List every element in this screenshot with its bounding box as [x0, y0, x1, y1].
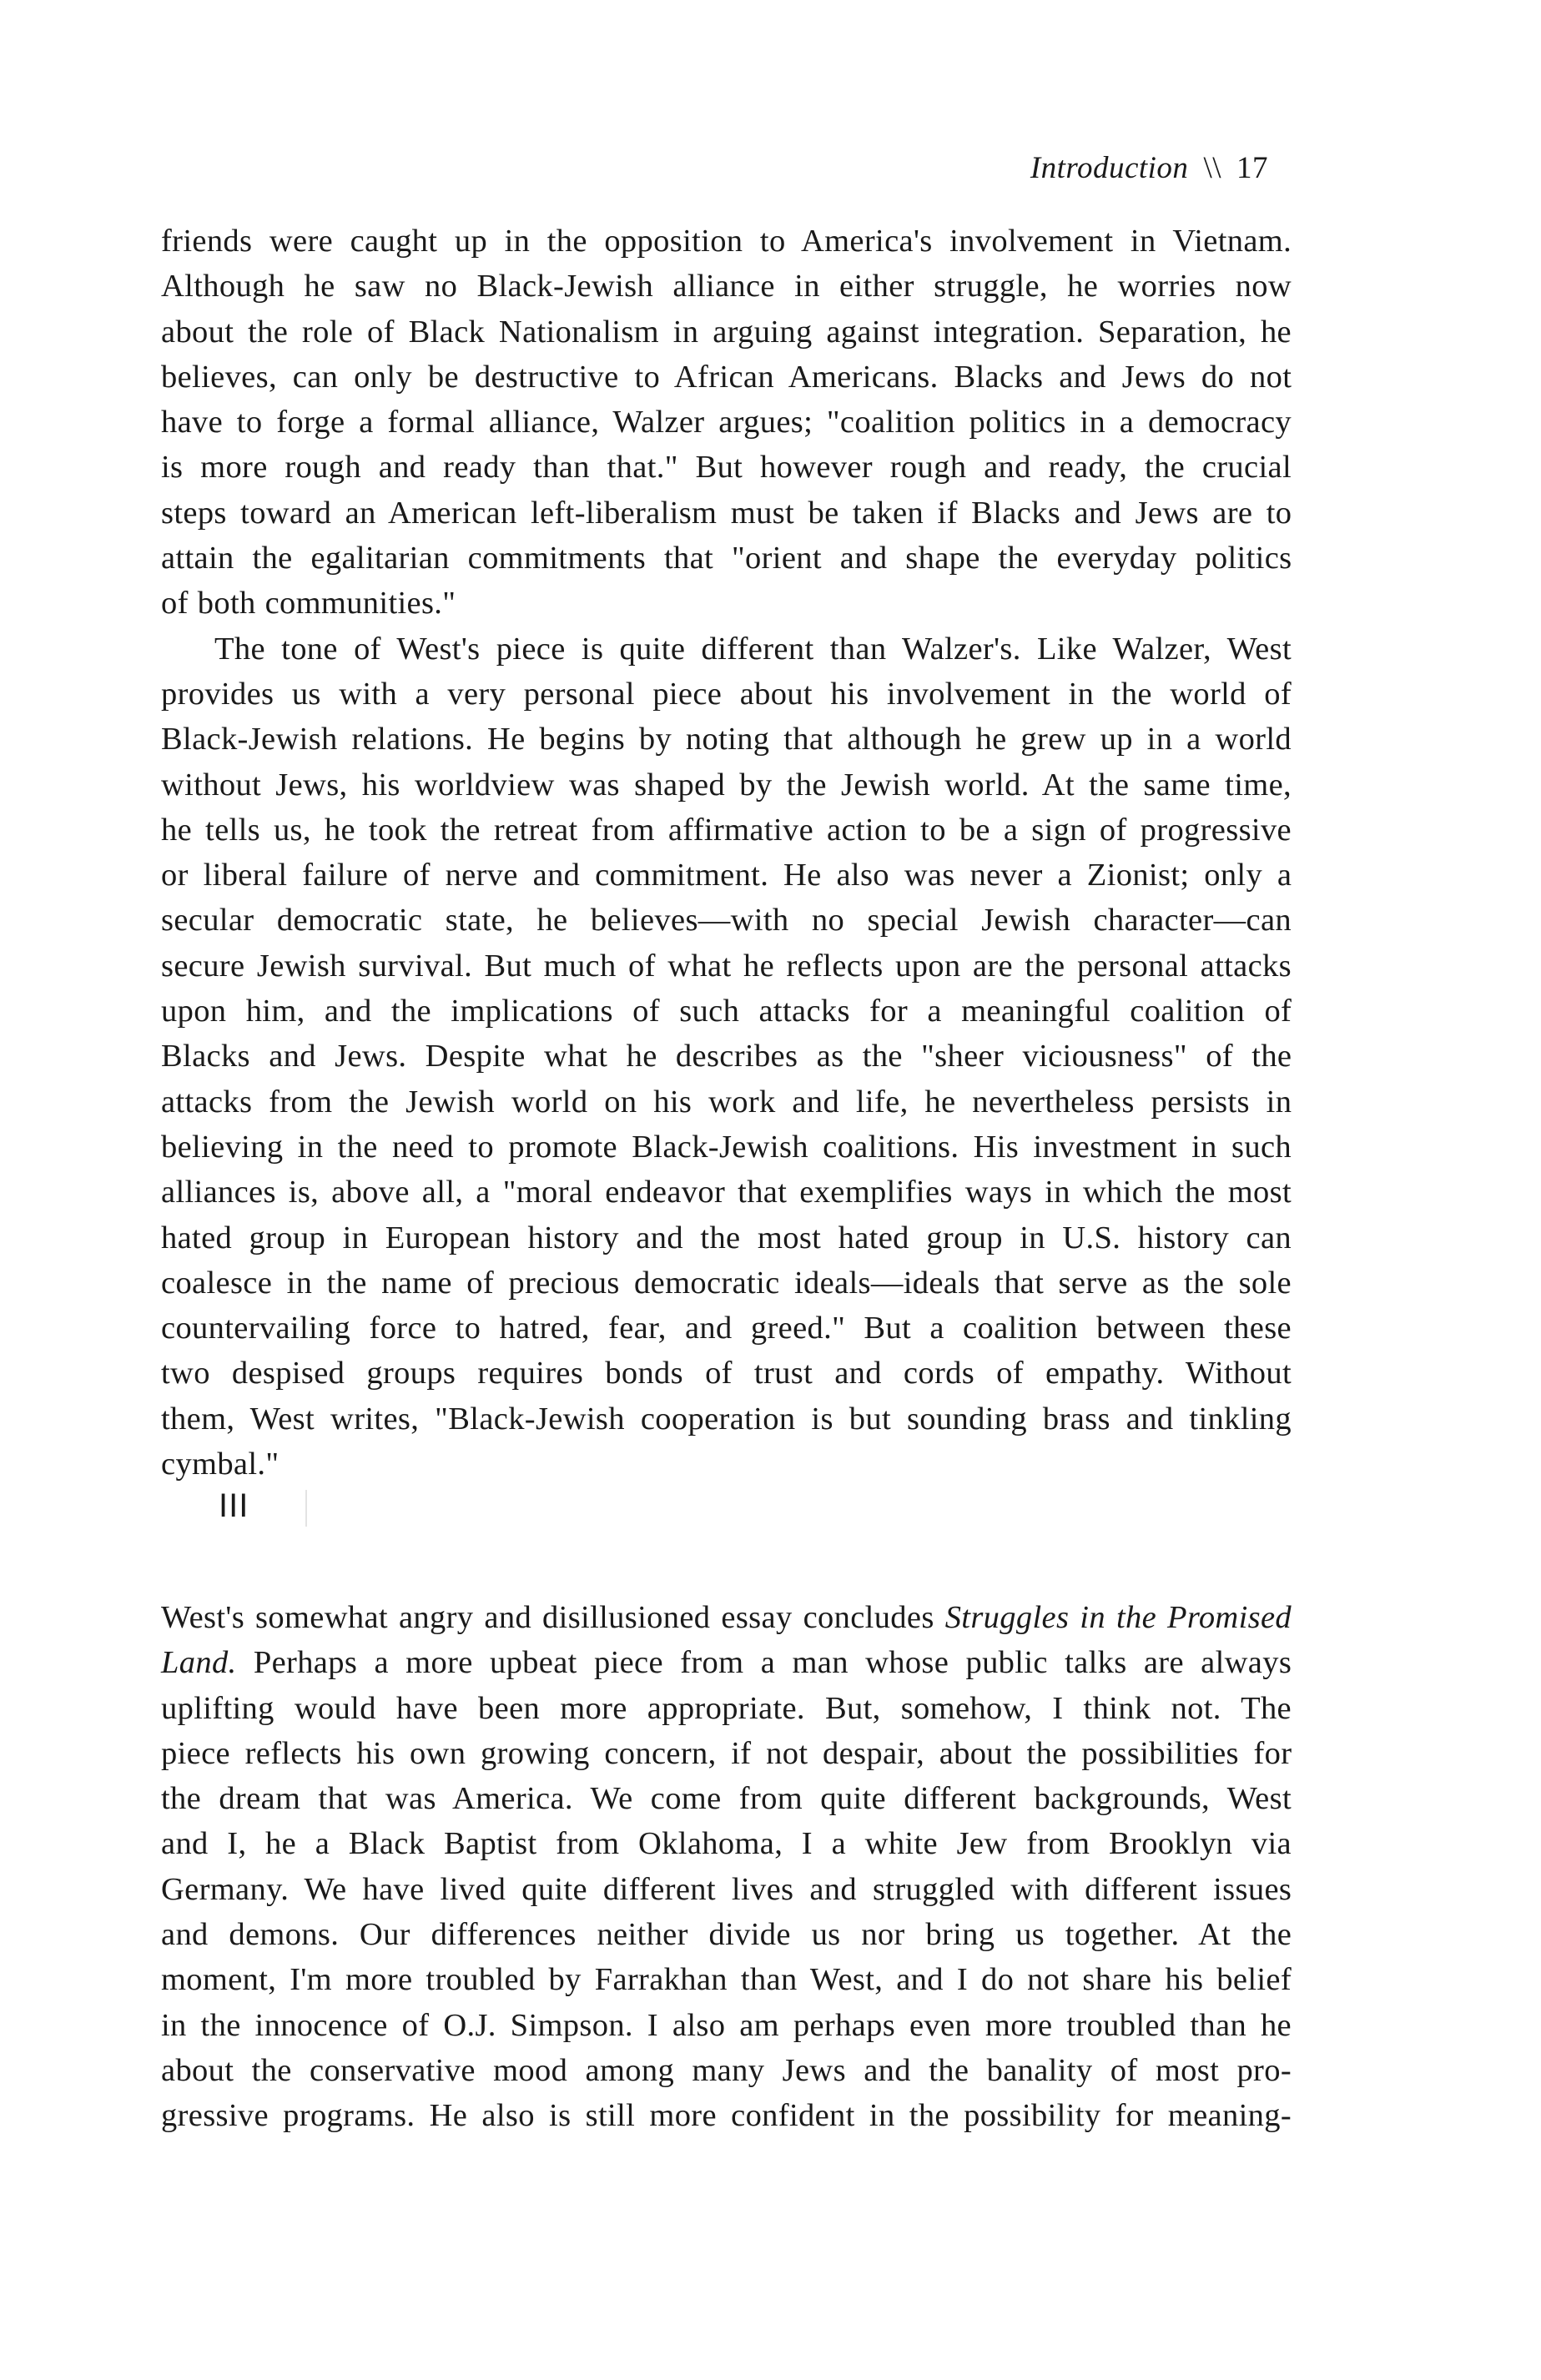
text-line: upon him, and the implications of such attacks for a meaningful coalition of: [161, 994, 1292, 1029]
text-line: two despised groups requires bonds of trust and cords of empathy. Without: [161, 1356, 1292, 1391]
text-run: West's somewhat angry and disillusioned essay concludes: [161, 1600, 945, 1635]
book-title-italic: Land.: [161, 1645, 237, 1681]
page-number: 17: [1236, 151, 1268, 185]
text-line: them, West writes, "Black-Jewish cooperation is but sounding brass and tinkling: [161, 1401, 1292, 1437]
text-line: alliances is, above all, a "moral endeavor that exemplifies ways in which the most: [161, 1175, 1292, 1210]
text-line: uplifting would have been more appropriate. But, somehow, I think not. The: [161, 1690, 1292, 1726]
text-line: believing in the need to promote Black-Jewish coalitions. His investment in such: [161, 1129, 1292, 1165]
text-line: or liberal failure of nerve and commitment. He also was never a Zionist; only a: [161, 858, 1292, 893]
text-line: secular democratic state, he believes—with no special Jewish character—can: [161, 903, 1292, 938]
running-head-title: Introduction: [1030, 151, 1189, 185]
text-line: provides us with a very personal piece about his involvement in the world of: [161, 676, 1292, 712]
text-line: [161, 1640, 1292, 1685]
text-line: hated group in European history and the most hated group in U.S. history can: [161, 1220, 1292, 1255]
text-line: Blacks and Jews. Despite what he describes as the "sheer viciousness" of the: [161, 1039, 1292, 1074]
text-line: believes, can only be destructive to African Americans. Blacks and Jews do not: [161, 359, 1292, 395]
text-line: piece reflects his own growing concern, if not despair, about the possibilities for: [161, 1735, 1292, 1771]
text-line: attain the egalitarian commitments that "orient and shape the everyday politics: [161, 541, 1292, 576]
text-line: gressive programs. He also is still more confident in the possibility for meaning-: [161, 2098, 1292, 2134]
text-line: of both communities.": [161, 586, 456, 621]
text-line: friends were caught up in the opposition to America's involvement in Vietnam.: [161, 224, 1292, 259]
section-heading-numeral: III: [219, 1487, 249, 1524]
running-head: [1030, 150, 1268, 187]
body-text-block-1: [161, 219, 1292, 1487]
text-line: coalesce in the name of precious democratic ideals—ideals that serve as the sole: [161, 1265, 1292, 1301]
text-line: is more rough and ready than that." But however rough and ready, the crucial: [161, 450, 1292, 486]
text-line: he tells us, he took the retreat from affirmative action to be a sign of progressive: [161, 812, 1292, 848]
text-line: countervailing force to hatred, fear, and greed." But a coalition between these: [161, 1311, 1292, 1346]
text-line: about the conservative mood among many Jews and the banality of most pro-: [161, 2052, 1292, 2088]
text-line: attacks from the Jewish world on his work and life, he nevertheless persists in: [161, 1084, 1292, 1120]
text-line: cymbal.": [161, 1447, 279, 1482]
text-line: moment, I'm more troubled by Farrakhan than West, and I do not share his belief: [161, 1962, 1292, 1998]
text-line: and I, he a Black Baptist from Oklahoma, I a white Jew from Brooklyn via: [161, 1826, 1292, 1862]
book-title-italic: Struggles in the Promised: [944, 1600, 1292, 1635]
text-line: in the innocence of O.J. Simpson. I also am perhaps even more troubled than he: [161, 2007, 1292, 2043]
text-line: The tone of West's piece is quite different than Walzer's. Like Walzer, West: [214, 631, 1292, 667]
text-line: about the role of Black Nationalism in arguing against integration. Separation, he: [161, 314, 1292, 350]
text-line: secure Jewish survival. But much of what he reflects upon are the personal attacks: [161, 948, 1292, 984]
text-line: steps toward an American left-liberalism must be taken if Blacks and Jews are to: [161, 495, 1292, 531]
text-line: Germany. We have lived quite different lives and struggled with different issues: [161, 1871, 1292, 1907]
running-head-separator: \\: [1203, 151, 1221, 185]
text-line: Although he saw no Black-Jewish alliance in either struggle, he worries now: [161, 269, 1292, 304]
text-line: Black-Jewish relations. He begins by noting that although he grew up in a world: [161, 722, 1292, 757]
text-line: have to forge a formal alliance, Walzer argues; "coalition politics in a democracy: [161, 405, 1292, 440]
body-text-block-2: [161, 1595, 1292, 2139]
text-line: [161, 1595, 1292, 1640]
scan-artifact: [305, 1490, 307, 1527]
text-line: and demons. Our differences neither divide us nor bring us together. At the: [161, 1917, 1292, 1953]
text-line: without Jews, his worldview was shaped by the Jewish world. At the same time,: [161, 767, 1292, 803]
text-line: the dream that was America. We come from quite different backgrounds, West: [161, 1781, 1292, 1817]
text-run: Perhaps a more upbeat piece from a man whose public talks are always: [236, 1645, 1292, 1681]
